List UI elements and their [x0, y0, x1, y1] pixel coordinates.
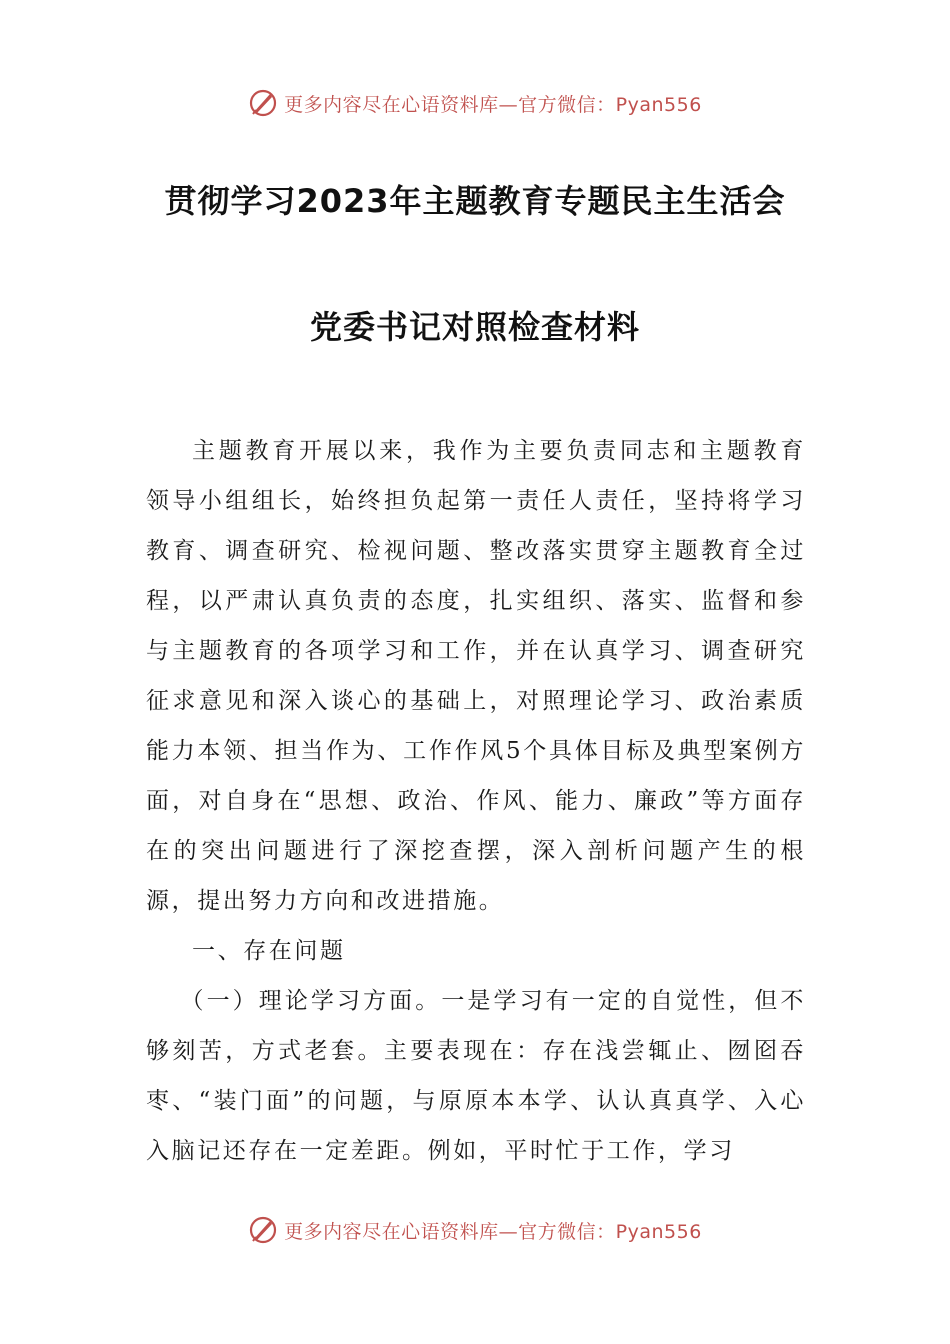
header-wechat-id: Pyan556: [615, 93, 702, 116]
footer-wechat-id: Pyan556: [615, 1220, 702, 1243]
document-title-line-1: 贯彻学习2023年主题教育专题民主生活会: [164, 182, 786, 220]
quill-pen-logo-icon: [248, 1215, 278, 1245]
footer-banner-text: 更多内容尽在心语资料库—官方微信：Pyan556: [284, 1220, 702, 1243]
header-watermark-banner: [0, 83, 950, 123]
quill-pen-logo-icon: [248, 88, 278, 118]
document-title-line-2: 党委书记对照检查材料: [309, 308, 640, 346]
theory-study-paragraph: （一）理论学习方面。一是学习有一定的自觉性，但不够刻苦，方式老套。主要表现在：存在浅尝辄止、囫囵吞枣、“装门面”的问题，与原原本本学、认认真真学、入心入脑记还存在一定差距。例如，平时忙于工作，学习: [146, 988, 806, 1164]
header-banner-text: 更多内容尽在心语资料库—官方微信：Pyan556: [284, 93, 702, 116]
section-heading-problems: 一、存在问题: [192, 938, 346, 964]
intro-paragraph: 主题教育开展以来，我作为主要负责同志和主题教育领导小组组长，始终担负起第一责任人责任，坚持将学习教育、调查研究、检视问题、整改落实贯穿主题教育全过程，以严肃认真负责的态度，扎实组织、落实、监督和参与主题教育的各项学习和工作，并在认真学习、调查研究征求意见和深入谈心的基础上，对照理论学习、政治素质能力本领、担当作为、工作作风5个具体目标及典型案例方面，对自身在“思想、政治、作风、能力、廉政”等方面存在的突出问题进行了深挖查摆，深入剖析问题产生的根源，提出努力方向和改进措施。: [146, 438, 806, 914]
document-body: [146, 426, 806, 1176]
footer-watermark-banner: [0, 1210, 950, 1250]
